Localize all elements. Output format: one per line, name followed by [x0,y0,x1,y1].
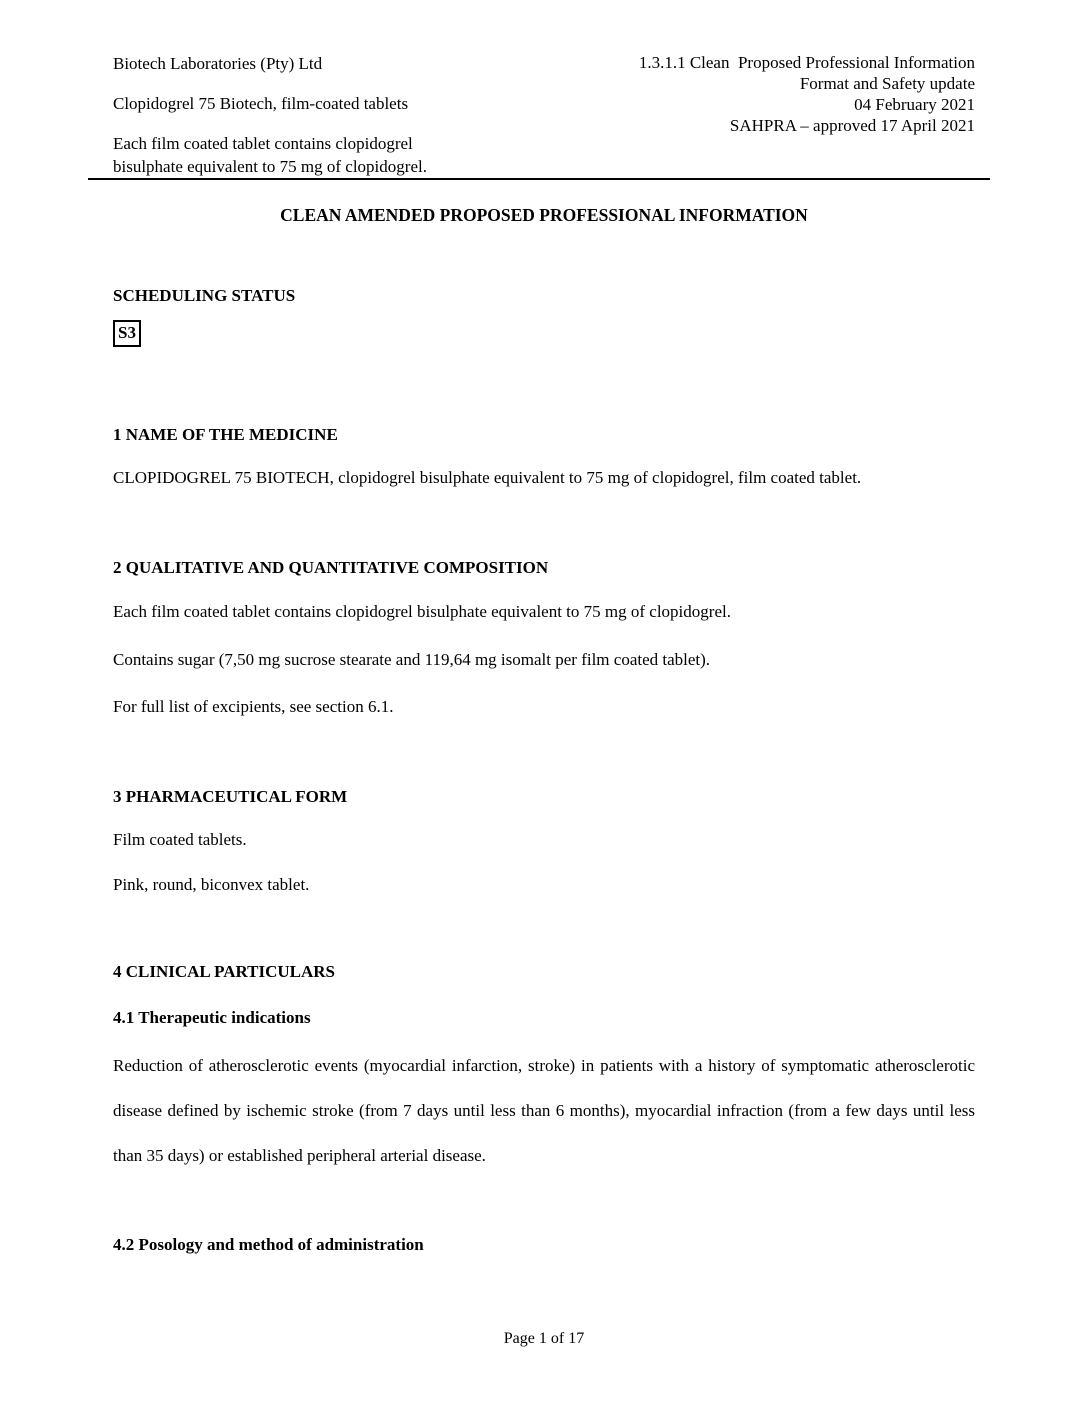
scheduling-status-heading: SCHEDULING STATUS [113,286,296,305]
section-2-paragraph: Contains sugar (7,50 mg sucrose stearate and 119,64 mg isomalt per film coated tablet). [113,650,711,669]
section-2-heading: 2 QUALITATIVE AND QUANTITATIVE COMPOSITION [113,558,549,577]
header-divider [88,178,990,180]
section-1-heading: 1 NAME OF THE MEDICINE [113,425,338,444]
section-4-heading: 4 CLINICAL PARTICULARS [113,962,336,981]
company-name: Biotech Laboratories (Pty) Ltd [113,54,323,73]
section-3-heading: 3 PHARMACEUTICAL FORM [113,787,348,806]
page-header [113,52,975,178]
section-3-paragraph: Pink, round, biconvex tablet. [113,875,310,894]
scheduling-status-value: S3 [113,320,141,347]
section-4-2-heading: 4.2 Posology and method of administration [113,1235,424,1254]
section-4-1-heading: 4.1 Therapeutic indications [113,1008,311,1027]
scheduling-status [113,320,975,347]
header-left [113,52,465,178]
page-number: Page 1 of 17 [503,1330,585,1347]
approval-note: SAHPRA – approved 17 April 2021 [729,116,975,135]
document-title: CLEAN AMENDED PROPOSED PROFESSIONAL INFORMATION [280,205,808,225]
section-4-1-paragraph: Reduction of atherosclerotic events (myocardial infarction, stroke) in patients with a history of symptomatic atherosclerotic disease defined by ischemic stroke (from 7 days until less than 6 months), myocardial infraction (from a few days until less than 35 days) or established peripheral arterial disease. [113,1056,975,1165]
product-name: Clopidogrel 75 Biotech, film-coated tablets [113,94,409,113]
header-right [639,52,975,136]
doc-date: 04 February 2021 [854,95,975,114]
section-2-paragraph: Each film coated tablet contains clopidogrel bisulphate equivalent to 75 mg of clopidogrel. [113,602,731,621]
doc-reference: 1.3.1.1 Clean Proposed Professional Information [638,53,975,72]
composition-note: Each film coated tablet contains clopidogrel bisulphate equivalent to 75 mg of clopidogrel. [113,134,427,176]
doc-subtitle: Format and Safety update [799,74,975,93]
section-3-paragraph: Film coated tablets. [113,830,247,849]
section-1-paragraph: CLOPIDOGREL 75 BIOTECH, clopidogrel bisulphate equivalent to 75 mg of clopidogrel, film coated tablet. [113,468,862,487]
section-2-paragraph: For full list of excipients, see section 6.1. [113,697,394,716]
